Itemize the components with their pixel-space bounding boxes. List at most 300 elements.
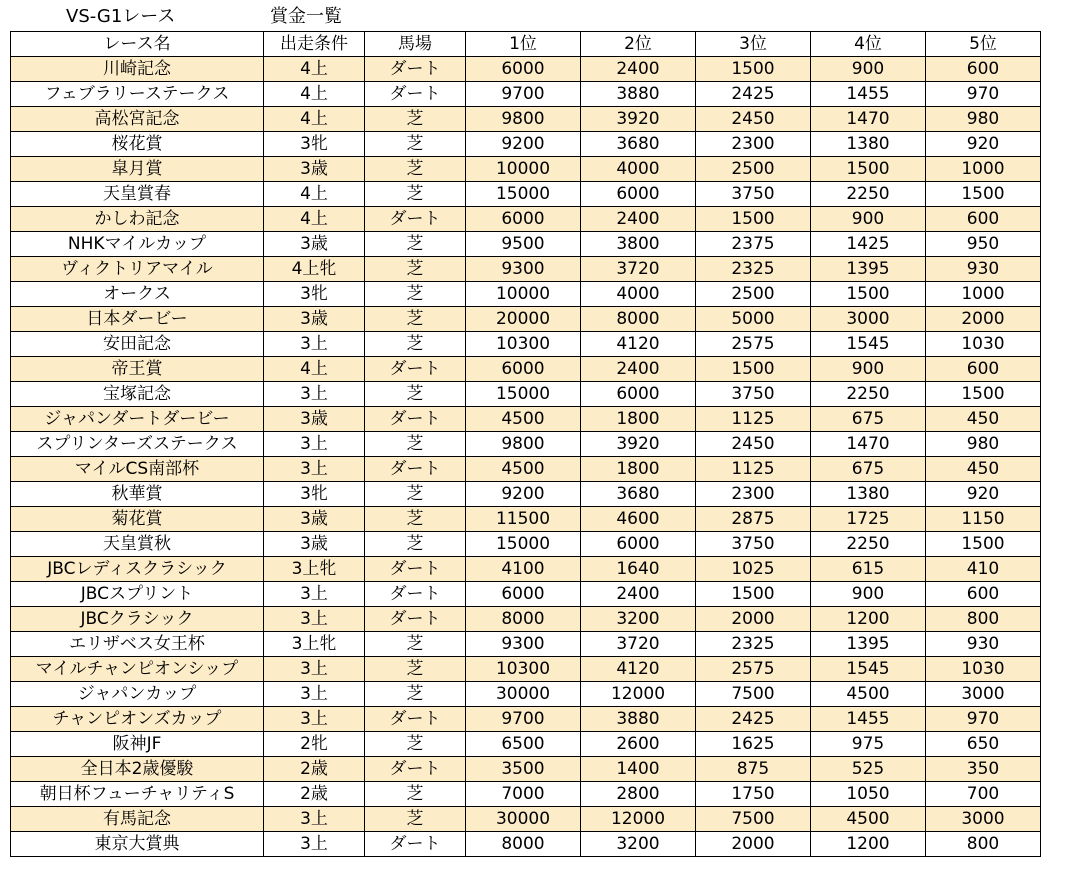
cell-place-4[interactable]: 1545: [811, 657, 926, 682]
cell-place-2[interactable]: 2400: [581, 207, 696, 232]
cell-place-3[interactable]: 3750: [696, 532, 811, 557]
cell-place-2[interactable]: 6000: [581, 182, 696, 207]
cell-place-3[interactable]: 2300: [696, 132, 811, 157]
cell-place-4[interactable]: 900: [811, 207, 926, 232]
cell-place-1[interactable]: 9200: [466, 132, 581, 157]
cell-condition[interactable]: 3上: [264, 457, 365, 482]
cell-condition[interactable]: 4上: [264, 182, 365, 207]
cell-place-3[interactable]: 2575: [696, 657, 811, 682]
cell-place-2[interactable]: 3920: [581, 432, 696, 457]
cell-place-3[interactable]: 1125: [696, 407, 811, 432]
cell-place-3[interactable]: 1125: [696, 457, 811, 482]
cell-place-5[interactable]: 350: [926, 757, 1041, 782]
header-place-1[interactable]: 1位: [466, 32, 581, 57]
cell-place-2[interactable]: 3680: [581, 132, 696, 157]
cell-race-name[interactable]: 桜花賞: [11, 132, 264, 157]
sheet-subtitle: 賞金一覧: [270, 6, 342, 27]
cell-condition[interactable]: 2歳: [264, 782, 365, 807]
table-row: [11, 707, 1041, 732]
cell-race-name[interactable]: 東京大賞典: [11, 832, 264, 857]
cell-place-2[interactable]: 2400: [581, 57, 696, 82]
cell-condition[interactable]: 4上: [264, 357, 365, 382]
cell-course[interactable]: 芝: [365, 507, 466, 532]
cell-race-name[interactable]: 菊花賞: [11, 507, 264, 532]
cell-place-3[interactable]: 7500: [696, 682, 811, 707]
cell-condition[interactable]: 3牝: [264, 482, 365, 507]
cell-condition[interactable]: 3上: [264, 607, 365, 632]
cell-place-2[interactable]: 2600: [581, 732, 696, 757]
cell-place-3[interactable]: 1625: [696, 732, 811, 757]
cell-place-1[interactable]: 4500: [466, 457, 581, 482]
cell-place-2[interactable]: 2800: [581, 782, 696, 807]
cell-place-3[interactable]: 2325: [696, 257, 811, 282]
cell-place-4[interactable]: 2250: [811, 532, 926, 557]
cell-course[interactable]: ダート: [365, 457, 466, 482]
cell-course[interactable]: 芝: [365, 532, 466, 557]
cell-place-2[interactable]: 4120: [581, 332, 696, 357]
cell-place-4[interactable]: 975: [811, 732, 926, 757]
cell-race-name[interactable]: スプリンターズステークス: [11, 432, 264, 457]
table-row: [11, 307, 1041, 332]
cell-race-name[interactable]: JBCレディスクラシック: [11, 557, 264, 582]
cell-place-5[interactable]: 1150: [926, 507, 1041, 532]
cell-place-4[interactable]: 1455: [811, 707, 926, 732]
cell-place-1[interactable]: 10000: [466, 157, 581, 182]
cell-place-5[interactable]: 410: [926, 557, 1041, 582]
cell-place-1[interactable]: 7000: [466, 782, 581, 807]
cell-place-4[interactable]: 1395: [811, 257, 926, 282]
cell-condition[interactable]: 3上: [264, 657, 365, 682]
cell-race-name[interactable]: フェブラリーステークス: [11, 82, 264, 107]
cell-place-3[interactable]: 2300: [696, 482, 811, 507]
cell-place-2[interactable]: 3680: [581, 482, 696, 507]
table-row: [11, 657, 1041, 682]
cell-course[interactable]: 芝: [365, 282, 466, 307]
cell-race-name[interactable]: 川崎記念: [11, 57, 264, 82]
header-place-2[interactable]: 2位: [581, 32, 696, 57]
cell-place-5[interactable]: 600: [926, 582, 1041, 607]
cell-place-1[interactable]: 9300: [466, 632, 581, 657]
cell-race-name[interactable]: 皐月賞: [11, 157, 264, 182]
cell-race-name[interactable]: ジャパンダートダービー: [11, 407, 264, 432]
cell-condition[interactable]: 4上: [264, 57, 365, 82]
cell-place-4[interactable]: 4500: [811, 807, 926, 832]
header-race-name[interactable]: レース名: [11, 32, 264, 57]
cell-course[interactable]: ダート: [365, 582, 466, 607]
cell-race-name[interactable]: 天皇賞春: [11, 182, 264, 207]
cell-race-name[interactable]: NHKマイルカップ: [11, 232, 264, 257]
cell-race-name[interactable]: 宝塚記念: [11, 382, 264, 407]
cell-place-4[interactable]: 1455: [811, 82, 926, 107]
cell-place-5[interactable]: 920: [926, 482, 1041, 507]
cell-place-1[interactable]: 10300: [466, 657, 581, 682]
table-row: [11, 532, 1041, 557]
cell-place-1[interactable]: 6000: [466, 582, 581, 607]
cell-place-3[interactable]: 875: [696, 757, 811, 782]
cell-condition[interactable]: 3上: [264, 332, 365, 357]
cell-place-1[interactable]: 9700: [466, 707, 581, 732]
cell-place-1[interactable]: 8000: [466, 607, 581, 632]
header-row: [11, 32, 1041, 57]
cell-place-5[interactable]: 800: [926, 607, 1041, 632]
cell-course[interactable]: ダート: [365, 557, 466, 582]
cell-place-4[interactable]: 1545: [811, 332, 926, 357]
table-row: [11, 282, 1041, 307]
cell-place-4[interactable]: 675: [811, 407, 926, 432]
header-course[interactable]: 馬場: [365, 32, 466, 57]
cell-place-1[interactable]: 3500: [466, 757, 581, 782]
cell-place-3[interactable]: 2000: [696, 832, 811, 857]
cell-place-4[interactable]: 3000: [811, 307, 926, 332]
cell-condition[interactable]: 3上: [264, 432, 365, 457]
cell-place-1[interactable]: 6000: [466, 357, 581, 382]
cell-race-name[interactable]: エリザベス女王杯: [11, 632, 264, 657]
cell-place-3[interactable]: 2450: [696, 432, 811, 457]
cell-condition[interactable]: 3牝: [264, 282, 365, 307]
cell-place-1[interactable]: 6000: [466, 57, 581, 82]
cell-race-name[interactable]: 日本ダービー: [11, 307, 264, 332]
prize-table: [10, 31, 1041, 857]
cell-race-name[interactable]: マイルCS南部杯: [11, 457, 264, 482]
cell-place-2[interactable]: 4000: [581, 282, 696, 307]
table-row: [11, 807, 1041, 832]
cell-place-5[interactable]: 600: [926, 57, 1041, 82]
cell-place-3[interactable]: 1750: [696, 782, 811, 807]
table-row: [11, 832, 1041, 857]
cell-place-3[interactable]: 2875: [696, 507, 811, 532]
cell-place-4[interactable]: 1380: [811, 482, 926, 507]
table-row: [11, 457, 1041, 482]
cell-race-name[interactable]: 安田記念: [11, 332, 264, 357]
cell-condition[interactable]: 3歳: [264, 232, 365, 257]
cell-place-5[interactable]: 930: [926, 632, 1041, 657]
cell-place-5[interactable]: 980: [926, 107, 1041, 132]
cell-place-2[interactable]: 1800: [581, 457, 696, 482]
cell-race-name[interactable]: 高松宮記念: [11, 107, 264, 132]
table-row: [11, 682, 1041, 707]
cell-place-5[interactable]: 2000: [926, 307, 1041, 332]
cell-race-name[interactable]: 秋華賞: [11, 482, 264, 507]
cell-race-name[interactable]: かしわ記念: [11, 207, 264, 232]
cell-place-3[interactable]: 3750: [696, 182, 811, 207]
cell-race-name[interactable]: チャンピオンズカップ: [11, 707, 264, 732]
cell-place-3[interactable]: 2425: [696, 707, 811, 732]
cell-place-1[interactable]: 9500: [466, 232, 581, 257]
cell-course[interactable]: ダート: [365, 57, 466, 82]
cell-place-4[interactable]: 1725: [811, 507, 926, 532]
cell-place-5[interactable]: 920: [926, 132, 1041, 157]
cell-place-2[interactable]: 4600: [581, 507, 696, 532]
cell-course[interactable]: 芝: [365, 482, 466, 507]
cell-place-4[interactable]: 1470: [811, 432, 926, 457]
header-place-5[interactable]: 5位: [926, 32, 1041, 57]
cell-race-name[interactable]: マイルチャンピオンシップ: [11, 657, 264, 682]
table-row: [11, 732, 1041, 757]
cell-place-4[interactable]: 900: [811, 57, 926, 82]
cell-place-4[interactable]: 2250: [811, 182, 926, 207]
cell-course[interactable]: 芝: [365, 632, 466, 657]
cell-place-1[interactable]: 9700: [466, 82, 581, 107]
cell-condition[interactable]: 3上: [264, 832, 365, 857]
cell-condition[interactable]: 3上: [264, 807, 365, 832]
cell-place-5[interactable]: 600: [926, 207, 1041, 232]
cell-place-2[interactable]: 4120: [581, 657, 696, 682]
table-row: [11, 507, 1041, 532]
cell-condition[interactable]: 4上: [264, 107, 365, 132]
cell-condition[interactable]: 3上牝: [264, 632, 365, 657]
cell-place-4[interactable]: 1425: [811, 232, 926, 257]
cell-condition[interactable]: 3歳: [264, 307, 365, 332]
cell-race-name[interactable]: JBCクラシック: [11, 607, 264, 632]
cell-place-2[interactable]: 3200: [581, 607, 696, 632]
cell-place-4[interactable]: 615: [811, 557, 926, 582]
cell-place-3[interactable]: 5000: [696, 307, 811, 332]
cell-place-4[interactable]: 675: [811, 457, 926, 482]
table-row: [11, 257, 1041, 282]
table-row: [11, 82, 1041, 107]
header-place-4[interactable]: 4位: [811, 32, 926, 57]
cell-place-5[interactable]: 800: [926, 832, 1041, 857]
cell-place-4[interactable]: 1200: [811, 832, 926, 857]
table-row: [11, 157, 1041, 182]
cell-place-2[interactable]: 2400: [581, 582, 696, 607]
table-row: [11, 232, 1041, 257]
cell-race-name[interactable]: 朝日杯フューチャリティS: [11, 782, 264, 807]
table-body: [11, 57, 1041, 857]
cell-course[interactable]: 芝: [365, 782, 466, 807]
cell-place-4[interactable]: 2250: [811, 382, 926, 407]
cell-race-name[interactable]: ジャパンカップ: [11, 682, 264, 707]
cell-place-1[interactable]: 8000: [466, 832, 581, 857]
cell-course[interactable]: ダート: [365, 607, 466, 632]
cell-course[interactable]: ダート: [365, 757, 466, 782]
cell-place-3[interactable]: 1025: [696, 557, 811, 582]
cell-place-1[interactable]: 6000: [466, 207, 581, 232]
table-row: [11, 632, 1041, 657]
cell-place-3[interactable]: 7500: [696, 807, 811, 832]
cell-place-4[interactable]: 1380: [811, 132, 926, 157]
cell-place-3[interactable]: 2450: [696, 107, 811, 132]
cell-place-4[interactable]: 1500: [811, 282, 926, 307]
cell-condition[interactable]: 3歳: [264, 157, 365, 182]
cell-place-1[interactable]: 4500: [466, 407, 581, 432]
cell-place-4[interactable]: 4500: [811, 682, 926, 707]
cell-place-4[interactable]: 1500: [811, 157, 926, 182]
cell-place-2[interactable]: 1640: [581, 557, 696, 582]
cell-place-2[interactable]: 3720: [581, 257, 696, 282]
cell-place-1[interactable]: 15000: [466, 382, 581, 407]
cell-place-2[interactable]: 1800: [581, 407, 696, 432]
cell-place-3[interactable]: 3750: [696, 382, 811, 407]
cell-condition[interactable]: 3上: [264, 682, 365, 707]
table-row: [11, 332, 1041, 357]
cell-course[interactable]: ダート: [365, 407, 466, 432]
cell-place-4[interactable]: 525: [811, 757, 926, 782]
cell-place-5[interactable]: 3000: [926, 807, 1041, 832]
cell-race-name[interactable]: 帝王賞: [11, 357, 264, 382]
table-row: [11, 782, 1041, 807]
cell-place-2[interactable]: 12000: [581, 682, 696, 707]
cell-place-2[interactable]: 12000: [581, 807, 696, 832]
cell-race-name[interactable]: オークス: [11, 282, 264, 307]
cell-condition[interactable]: 2牝: [264, 732, 365, 757]
table-row: [11, 57, 1041, 82]
cell-place-5[interactable]: 950: [926, 232, 1041, 257]
cell-place-2[interactable]: 3720: [581, 632, 696, 657]
cell-course[interactable]: 芝: [365, 807, 466, 832]
cell-place-2[interactable]: 6000: [581, 532, 696, 557]
cell-place-3[interactable]: 2500: [696, 157, 811, 182]
title-row: [0, 6, 1071, 28]
cell-place-3[interactable]: 2375: [696, 232, 811, 257]
cell-course[interactable]: 芝: [365, 382, 466, 407]
cell-place-5[interactable]: 970: [926, 707, 1041, 732]
cell-place-3[interactable]: 1500: [696, 357, 811, 382]
cell-place-5[interactable]: 600: [926, 357, 1041, 382]
cell-place-1[interactable]: 30000: [466, 807, 581, 832]
cell-race-name[interactable]: 天皇賞秋: [11, 532, 264, 557]
cell-place-5[interactable]: 930: [926, 257, 1041, 282]
cell-race-name[interactable]: ヴィクトリアマイル: [11, 257, 264, 282]
cell-place-2[interactable]: 3200: [581, 832, 696, 857]
cell-place-1[interactable]: 20000: [466, 307, 581, 332]
cell-course[interactable]: ダート: [365, 357, 466, 382]
cell-course[interactable]: ダート: [365, 832, 466, 857]
table-header: [11, 32, 1041, 57]
cell-place-1[interactable]: 9800: [466, 107, 581, 132]
cell-place-5[interactable]: 970: [926, 82, 1041, 107]
cell-place-5[interactable]: 1000: [926, 282, 1041, 307]
cell-place-2[interactable]: 6000: [581, 382, 696, 407]
table-row: [11, 357, 1041, 382]
cell-place-1[interactable]: 10300: [466, 332, 581, 357]
cell-condition[interactable]: 3上: [264, 382, 365, 407]
cell-place-5[interactable]: 650: [926, 732, 1041, 757]
cell-place-5[interactable]: 1500: [926, 182, 1041, 207]
cell-race-name[interactable]: JBCスプリント: [11, 582, 264, 607]
cell-place-2[interactable]: 3920: [581, 107, 696, 132]
cell-place-4[interactable]: 900: [811, 582, 926, 607]
cell-condition[interactable]: 3歳: [264, 407, 365, 432]
cell-course[interactable]: 芝: [365, 132, 466, 157]
cell-place-4[interactable]: 1470: [811, 107, 926, 132]
cell-course[interactable]: 芝: [365, 107, 466, 132]
cell-place-5[interactable]: 980: [926, 432, 1041, 457]
cell-place-1[interactable]: 15000: [466, 532, 581, 557]
table-row: [11, 207, 1041, 232]
cell-course[interactable]: 芝: [365, 257, 466, 282]
table-row: [11, 182, 1041, 207]
cell-condition[interactable]: 3歳: [264, 532, 365, 557]
cell-place-3[interactable]: 2325: [696, 632, 811, 657]
cell-place-4[interactable]: 1200: [811, 607, 926, 632]
cell-course[interactable]: 芝: [365, 432, 466, 457]
cell-course[interactable]: ダート: [365, 207, 466, 232]
cell-place-1[interactable]: 6500: [466, 732, 581, 757]
table-row: [11, 607, 1041, 632]
cell-place-2[interactable]: 1400: [581, 757, 696, 782]
cell-place-4[interactable]: 1050: [811, 782, 926, 807]
table-row: [11, 757, 1041, 782]
cell-condition[interactable]: 3上: [264, 707, 365, 732]
cell-course[interactable]: ダート: [365, 707, 466, 732]
cell-place-3[interactable]: 1500: [696, 207, 811, 232]
cell-condition[interactable]: 4上: [264, 207, 365, 232]
cell-place-5[interactable]: 1030: [926, 332, 1041, 357]
cell-place-5[interactable]: 1030: [926, 657, 1041, 682]
sheet-title: VS-G1レース: [66, 6, 176, 27]
cell-course[interactable]: 芝: [365, 182, 466, 207]
cell-condition[interactable]: 3上: [264, 582, 365, 607]
cell-place-5[interactable]: 3000: [926, 682, 1041, 707]
table-row: [11, 582, 1041, 607]
cell-place-2[interactable]: 3880: [581, 82, 696, 107]
cell-place-2[interactable]: 3880: [581, 707, 696, 732]
cell-place-5[interactable]: 450: [926, 407, 1041, 432]
cell-place-1[interactable]: 9300: [466, 257, 581, 282]
table-row: [11, 407, 1041, 432]
cell-condition[interactable]: 4上牝: [264, 257, 365, 282]
header-condition[interactable]: 出走条件: [264, 32, 365, 57]
cell-place-3[interactable]: 1500: [696, 57, 811, 82]
cell-place-5[interactable]: 1500: [926, 532, 1041, 557]
cell-course[interactable]: ダート: [365, 82, 466, 107]
table-row: [11, 557, 1041, 582]
cell-place-4[interactable]: 1395: [811, 632, 926, 657]
cell-place-4[interactable]: 900: [811, 357, 926, 382]
cell-race-name[interactable]: 有馬記念: [11, 807, 264, 832]
cell-place-3[interactable]: 2000: [696, 607, 811, 632]
cell-course[interactable]: 芝: [365, 332, 466, 357]
cell-place-3[interactable]: 2575: [696, 332, 811, 357]
cell-place-2[interactable]: 3800: [581, 232, 696, 257]
cell-place-3[interactable]: 2425: [696, 82, 811, 107]
cell-place-5[interactable]: 1000: [926, 157, 1041, 182]
table-row: [11, 382, 1041, 407]
cell-place-1[interactable]: 11500: [466, 507, 581, 532]
header-place-3[interactable]: 3位: [696, 32, 811, 57]
cell-course[interactable]: 芝: [365, 732, 466, 757]
cell-place-1[interactable]: 9800: [466, 432, 581, 457]
cell-place-5[interactable]: 450: [926, 457, 1041, 482]
cell-condition[interactable]: 3上牝: [264, 557, 365, 582]
cell-place-1[interactable]: 10000: [466, 282, 581, 307]
table-row: [11, 432, 1041, 457]
cell-course[interactable]: 芝: [365, 157, 466, 182]
cell-place-1[interactable]: 9200: [466, 482, 581, 507]
cell-place-1[interactable]: 30000: [466, 682, 581, 707]
cell-course[interactable]: 芝: [365, 682, 466, 707]
cell-place-1[interactable]: 4100: [466, 557, 581, 582]
cell-course[interactable]: 芝: [365, 657, 466, 682]
cell-condition[interactable]: 3歳: [264, 507, 365, 532]
cell-condition[interactable]: 4上: [264, 82, 365, 107]
cell-place-3[interactable]: 1500: [696, 582, 811, 607]
cell-race-name[interactable]: 全日本2歳優駿: [11, 757, 264, 782]
cell-place-2[interactable]: 4000: [581, 157, 696, 182]
cell-course[interactable]: 芝: [365, 232, 466, 257]
cell-place-2[interactable]: 8000: [581, 307, 696, 332]
cell-race-name[interactable]: 阪神JF: [11, 732, 264, 757]
cell-condition[interactable]: 3牝: [264, 132, 365, 157]
cell-place-5[interactable]: 1500: [926, 382, 1041, 407]
cell-place-5[interactable]: 700: [926, 782, 1041, 807]
cell-condition[interactable]: 2歳: [264, 757, 365, 782]
cell-place-2[interactable]: 2400: [581, 357, 696, 382]
cell-place-1[interactable]: 15000: [466, 182, 581, 207]
cell-course[interactable]: 芝: [365, 307, 466, 332]
cell-place-3[interactable]: 2500: [696, 282, 811, 307]
